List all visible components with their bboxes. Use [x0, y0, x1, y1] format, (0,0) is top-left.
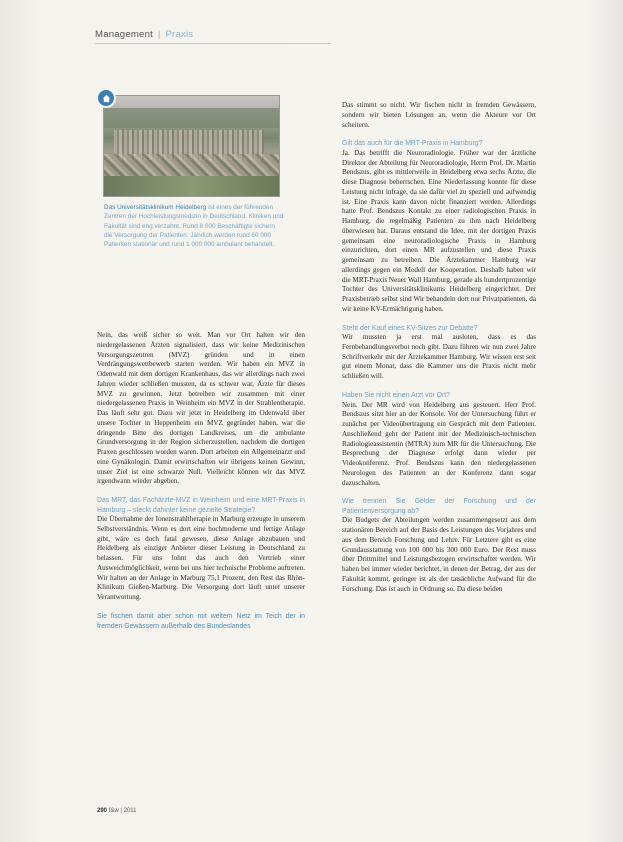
interview-question: Gilt das auch für die MRT-Praxis in Hamburg? — [342, 140, 483, 148]
page-footer — [97, 808, 136, 814]
left-column — [97, 331, 305, 631]
answer-paragraph: Das stimmt so nicht. Wir fischen nicht in fremden Gewässern, sondern wir bieten Lösungen an, wenn die Akteure vor Ort scheitern. — [342, 101, 536, 129]
answer-paragraph: Ja. Das betrifft die Neuroradiologie. Früher war der ärztliche Direktor der Abteilung für Neuroradiologie, Herrn Prof. Dr. Martin Bendszus, gibt es mittlerweile in Heidelberg etwa sechs Ärzte, die diese Diagnose beherrschen. Eine Niederlassung konnte für diese Leistung nicht infrage, da sie dafür viel zu speziell und aufwendig ist. Eine Praxis kann davon nicht finanziert werden. Allerdings hatte Prof. Bendszus Kontakt zu einer radiologischen Praxis in Hamburg, die regelmäßig Patienten zu ihm nach Heidelberg überwiesen hat. Daraus entstand die Idee, mit der dortigen Praxis gemeinsam eine neuroradiologische Praxis in Hamburg einzurichten, dort einen MR aufzustellen und diese Praxis gemeinsam zu betreiben. Die Ärztekammer Hamburg war allerdings gegen ein Modell der Kooperation. Deshalb haben wir die MRT-Praxis Neuer Wall Hamburg, gerade als hundertprozentige Tochter des Universitätsklinikums Heidelberg eingerichtet. Der Praxisbetrieb selbst sind Wir behandeln dort nur Privatpatienten, da wir keine KV-Ermächtigung haben. — [342, 148, 536, 313]
answer-paragraph: Wir mussten ja erst mal ausloten, dass es das Fernbehandlungsverbot noch gibt. Dazu führen wir nun zwei Jahre Schriftverkehr mit der Ärztekammer Hamburg. Wir wissen erst seit gut einem Monat, dass die Kammer uns die Praxis nicht mehr schließen will. — [342, 333, 536, 381]
page-number: 290 — [97, 808, 108, 814]
section-header — [95, 29, 193, 40]
aerial-photo-heidelberg — [103, 95, 280, 197]
answer-paragraph: Die Budgets der Abteilungen werden zusammengesetzt aus dem stationären Bereich auf der Basis des Leistungen des Vorjahres und aus dem Bereich Forschung und Lehre. Für Letztere gibt es eine Grundausstattung von 100 000 bis 300 000 Euro. Der Rest muss über Drittmittel und Leistungsbezogen erwirtschaftet werden. Wir haben bei immer wieder berichtet, in denen der Betrag, der aus der Fakultät kommt, geringer ist als der tatsächliche Aufwand für die Forschung. Das ist auch in Ordnung so. Da diese beiden — [342, 516, 536, 593]
interview-question: Sie fischen damit aber schon mit weitem Netz im Teich der in fremden Gewässern außerhalb des Bundeslandes — [97, 612, 305, 630]
subsection-label: Praxis — [165, 29, 194, 40]
interview-question: Das MRT, das Fachärzte-MVZ in Weinheim und eine MRT-Praxis in Hamburg – steckt dahinter keine gezielte Strategie? — [97, 497, 305, 514]
section-separator: | — [157, 29, 161, 40]
caption-lead: Das Universitätsklinikum Heidelberg — [104, 204, 207, 211]
home-icon — [96, 88, 116, 108]
caption-text: ist eines der führenden Zentren der Hochleistungsmedizin in Deutschland. Kliniken und Fakultät sind eng verzahnt. Rund 8 000 Beschäftigte sichern die Versorgung der Patienten. Jährlich werden rund 60 000 Patienten stationär und rund 1 000 000 ambulant behandelt. — [104, 204, 284, 249]
header-rule — [95, 43, 331, 44]
magazine-name: f&w | 2011 — [108, 808, 137, 814]
interview-question: Steht der Kauf eines KV-Sitzes zur Debatte? — [342, 324, 478, 332]
section-label: Management — [95, 29, 153, 40]
interview-question: Haben Sie nicht einen Arzt vor Ort? — [342, 391, 451, 399]
image-caption — [104, 203, 284, 249]
answer-paragraph: Nein, das weiß sicher so weit. Man vor Ort halten wir den niedergelassenen Ärzten signalisiert, dass wir keine Medizinischen Versorgungszentren (MVZ) gründen und in einen Verdrängungswettbewerb starten werden. Wir haben ein MVZ in Odenwald mit dem dortigen Krankenhaus, das wir allerdings nach zwei Jahren wieder schließen mussten, da es schwer war, Ärzte für dieses MVZ zu gewinnen. Jetzt betreiben wir zusammen mit einer niedergelassenen Praxis in Weinheim ein MVZ in der Strahlentherapie. Das läuft sehr gut. Dazu wir jetzt in Heidelberg im Odenwald über unsere Tochter in Heppenheim ein MVZ gegründet haben, war die dringende Bitte des dortigen Landkreises, um die ambulante Grundversorgung in der Region sicherzustellen, nachdem die dortigen Praxen geschlossen worden waren. Dort arbeiten ein Allgemeinarzt und eine Gynäkologin. Damit erwirtschaften wir übrigens keinen Gewinn, unser Ziel ist eine schwarze Null. Vielleicht können wir das MVZ irgendwann wieder abgeben. — [97, 331, 305, 486]
right-column — [342, 101, 536, 594]
answer-paragraph: Nein. Der MR wird von Heidelberg aus gesteuert. Herr Prof. Bendszus sitzt hier an der Konsole. Vor der Untersuchung führt er zunächst per Videoübertragung ein Gespräch mit dem Patienten. Anschließend geht der Patient mit der Medizinisch-technischen Radiologieassistentin (MTRA) zum MR für die Untersuchung. Die Besprechung der Diagnose erfolgt dann wieder per Videokonferenz. Prof. Bendszus kann den niedergelassenen Neurologen des Patienten an der Konferenz dann sogar dazuschalten. — [342, 400, 536, 487]
interview-question: Wie trennen Sie Gelder der Forschung und der Patientenversorgung ab? — [342, 498, 536, 515]
answer-paragraph: Die Übernahme der Ionenstrahltherapie in Marburg erzeugte in unserem Selbstverständnis. Wenn es dort eine hochmoderne und fertige Anlage gibt, wäre es doch fatal gewesen, diese Anlage abzubauen und Heidelberg als einziger Anbieter dieser Leistung in Deutschland zu belassen. Für uns lohnt das auch den Vertrieb einer Ausweichmöglichkeit, wenn bei uns hier technische Probleme auftreten. Wir halten an der Anlage in Marburg 75,1 Prozent, den Rest das Rhön-Klinikum Gießen-Marburg. Die Versorgung dort läuft unter unserer Verantwortung. — [97, 515, 305, 602]
